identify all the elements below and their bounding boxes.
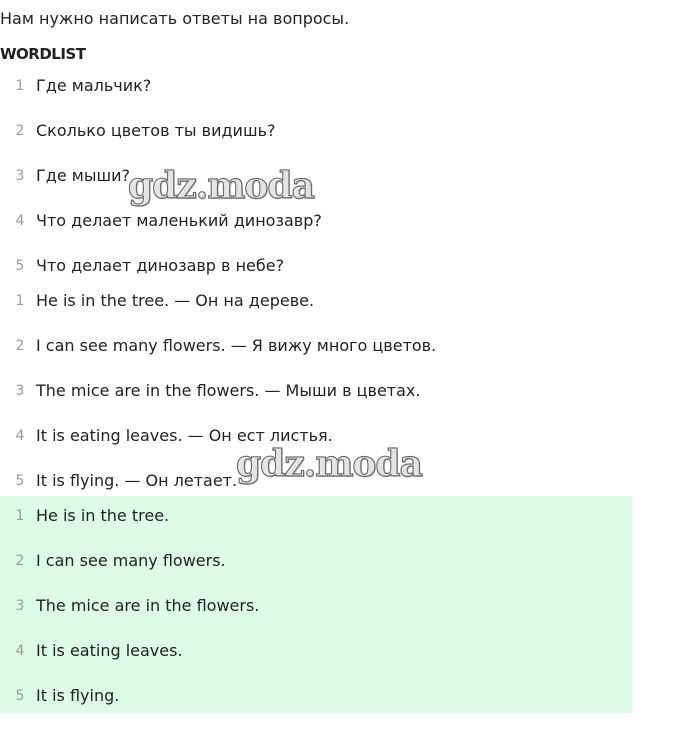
watermark-logo: gdz.moda xyxy=(128,165,314,207)
item-text: The mice are in the flowers. — Мыши в цветах. xyxy=(36,381,421,400)
wordlist-heading: WORDLIST xyxy=(0,45,86,63)
item-text: Сколько цветов ты видишь? xyxy=(36,121,276,140)
item-text: Что делает динозавр в небе? xyxy=(36,256,285,275)
item-number: 5 xyxy=(15,258,25,274)
item-number: 4 xyxy=(15,643,25,659)
item-number: 2 xyxy=(15,123,25,139)
list-item xyxy=(0,289,632,313)
item-text: Где мальчик? xyxy=(36,76,152,95)
list-item xyxy=(0,504,632,528)
item-number: 4 xyxy=(15,213,25,229)
item-number: 3 xyxy=(15,168,25,184)
item-text: Что делает маленький динозавр? xyxy=(36,211,322,230)
item-text: Где мыши? xyxy=(36,166,130,185)
item-text: It is eating leaves. — Он ест листья. xyxy=(36,426,333,445)
list-item xyxy=(0,594,632,618)
list-item xyxy=(0,549,632,573)
list-item xyxy=(0,684,632,708)
item-number: 2 xyxy=(15,338,25,354)
item-number: 4 xyxy=(15,428,25,444)
list-item xyxy=(0,254,632,278)
list-item xyxy=(0,379,632,403)
item-number: 1 xyxy=(15,508,25,524)
item-text: It is flying. — Он летает. xyxy=(36,471,238,490)
list-item xyxy=(0,119,632,143)
item-text: The mice are in the flowers. xyxy=(36,596,260,615)
item-number: 2 xyxy=(15,553,25,569)
item-number: 5 xyxy=(15,688,25,704)
item-number: 3 xyxy=(15,598,25,614)
item-text: He is in the tree. — Он на дереве. xyxy=(36,291,315,310)
item-text: I can see many flowers. — Я вижу много цветов. xyxy=(36,336,437,355)
list-item xyxy=(0,639,632,663)
item-number: 1 xyxy=(15,78,25,94)
item-text: I can see many flowers. xyxy=(36,551,226,570)
list-item xyxy=(0,334,632,358)
list-item xyxy=(0,209,632,233)
item-text: It is eating leaves. xyxy=(36,641,183,660)
list-item xyxy=(0,74,632,98)
item-number: 1 xyxy=(15,293,25,309)
intro-text: Нам нужно написать ответы на вопросы. xyxy=(0,9,350,28)
item-number: 3 xyxy=(15,383,25,399)
watermark-logo: gdz.moda xyxy=(236,443,422,485)
item-text: It is flying. xyxy=(36,686,120,705)
list-item xyxy=(0,164,632,188)
item-text: He is in the tree. xyxy=(36,506,170,525)
item-number: 5 xyxy=(15,473,25,489)
